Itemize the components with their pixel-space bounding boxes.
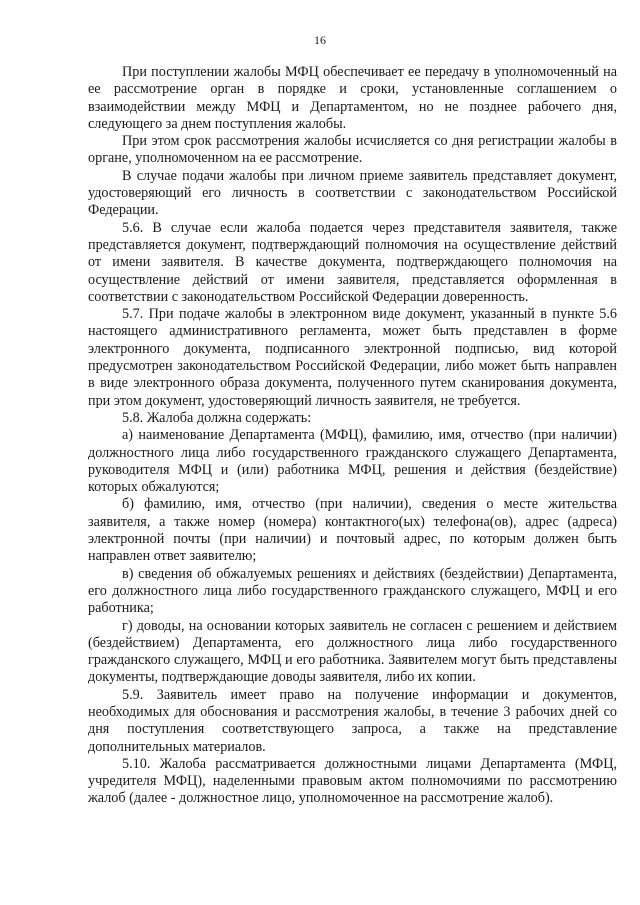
paragraph-5-8-v: в) сведения об обжалуемых решениях и действиях (бездействии) Департамента, его должностного лица либо государственного гражданского служащего, МФЦ и его работника; bbox=[88, 565, 617, 617]
paragraph-mfc-complaint-transfer: При поступлении жалобы МФЦ обеспечивает ее передачу в уполномоченный на ее рассмотрение орган в порядке и сроки, установленные соглашением о взаимодействии между МФЦ и Департаментом, но не позднее рабочего дня, следующего за днем поступления жалобы. bbox=[88, 64, 617, 132]
paragraph-5-8-a: а) наименование Департамента (МФЦ), фамилию, имя, отчество (при наличии) должностного лица либо государственного гражданского служащего Департамента, руководителя МФЦ и (или) работника МФЦ, решения и действия (бездействие) которых обжалуются; bbox=[88, 427, 617, 496]
document-body bbox=[88, 64, 617, 808]
paragraph-review-period: При этом срок рассмотрения жалобы исчисляется со дня регистрации жалобы в органе, уполномоченном на ее рассмотрение. bbox=[88, 133, 617, 167]
page-number: 16 bbox=[314, 33, 326, 47]
paragraph-5-9-information: 5.9. Заявитель имеет право на получение информации и документов, необходимых для обоснования и рассмотрения жалобы, в течение 3 рабочих дней со дня поступления соответствующего запроса, а также на представление дополнительных материалов. bbox=[88, 686, 617, 755]
paragraph-5-10-review: 5.10. Жалоба рассматривается должностными лицами Департамента (МФЦ, учредителя МФЦ), наделенными правовым актом полномочиями по рассмотрению жалоб (далее - должностное лицо, уполномоченное на рассмотрение жалоб). bbox=[88, 755, 617, 807]
paragraph-5-7-electronic: 5.7. При подаче жалобы в электронном виде документ, указанный в пункте 5.6 настоящего административного регламента, может быть представлен в форме электронного документа, подписанного электронной подписью, вид которой предусмотрен законодательством Российской Федерации, либо может быть направлен в виде электронного образа документа, полученного путем сканирования документа, при этом документ, удостоверяющий личность заявителя, не требуется. bbox=[88, 306, 617, 409]
paragraph-5-8-b: б) фамилию, имя, отчество (при наличии), сведения о месте жительства заявителя, а также номер (номера) контактного(ых) телефона(ов), адрес (адреса) электронной почты (при наличии) и почтовый адрес, по которым должен быть направлен ответ заявителю; bbox=[88, 496, 617, 565]
paragraph-personal-submission: В случае подачи жалобы при личном приеме заявитель представляет документ, удостоверяющий его личность в соответствии с законодательством Российской Федерации. bbox=[88, 167, 617, 219]
paragraph-5-8-contents: 5.8. Жалоба должна содержать: bbox=[122, 409, 312, 426]
paragraph-5-8-g: г) доводы, на основании которых заявитель не согласен с решением и действием (бездействием) Департамента, его должностного лица либо государственного гражданского служащего, МФЦ и его работника. Заявителем могут быть представлены документы, подтверждающие доводы заявителя, либо их копии. bbox=[88, 617, 617, 686]
paragraph-5-6-representative: 5.6. В случае если жалоба подается через представителя заявителя, также представляется документ, подтверждающий полномочия на осуществление действий от имени заявителя. В качестве документа, подтверждающего полномочия на осуществление действий от имени заявителя, представляется оформленная в соответствии с законодательством Российской Федерации доверенность. bbox=[88, 219, 617, 305]
